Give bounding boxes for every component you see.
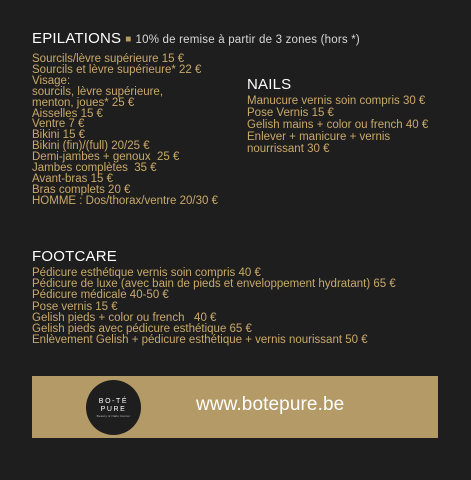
logo-text-bottom: PURE <box>100 405 127 413</box>
list-item: Gelish pieds avec pédicure esthétique 65 € <box>32 323 252 336</box>
list-item: Pédicure esthétique vernis soin compris 40 € <box>32 267 261 279</box>
list-item: Sourcils et lèvre supérieure* 22 € <box>32 63 202 76</box>
list-item: Aisselles 15 € <box>32 107 103 120</box>
list-item: Manucure vernis soin compris 30 € <box>247 95 426 107</box>
list-item: Sourcils/lèvre supérieure 15 € <box>32 53 185 65</box>
bullet-icon: ■ <box>125 34 132 45</box>
list-item: Bikini (fin)/(full) 20/25 € <box>32 140 150 153</box>
discount-note: 10% de remise à partir de 3 zones (hors *) <box>135 34 360 46</box>
list-item: menton, joues* 25 € <box>32 96 135 109</box>
list-item: Avant-bras 15 € <box>32 172 113 185</box>
epilations-header <box>32 30 360 47</box>
list-item: Pédicure de luxe (avec bain de pieds et enveloppement hydratant) 65 € <box>32 278 396 291</box>
list-item: Ventre 7 € <box>32 118 85 131</box>
website-link[interactable]: www.botepure.be <box>196 394 345 415</box>
list-item: HOMME : Dos/thorax/ventre 20/30 € <box>32 194 218 207</box>
list-item: Pose Vernis 15 € <box>247 106 334 119</box>
epilations-title: EPILATIONS <box>32 30 122 47</box>
list-item: Gelish pieds + color ou french 40 € <box>32 311 217 324</box>
list-item: Demi-jambes + genoux 25 € <box>32 151 180 164</box>
footcare-title: FOOTCARE <box>32 248 117 265</box>
nails-title: NAILS <box>247 76 292 93</box>
list-item: Pose vernis 15 € <box>32 300 118 313</box>
list-item: Pédicure médicale 40-50 € <box>32 289 169 302</box>
footcare-list <box>32 268 396 346</box>
logo-text-top: BO-TÉ <box>98 397 129 405</box>
list-item: Bikini 15 € <box>32 129 86 142</box>
nails-list <box>247 96 428 156</box>
list-item: nourrissant 30 € <box>247 142 330 155</box>
list-item: sourcils, lèvre supérieure, <box>32 85 164 98</box>
list-item: Visage: <box>32 74 71 87</box>
list-item: Enlèvement Gelish + pédicure esthétique + vernis nourissant 50 € <box>32 334 368 347</box>
list-item: Gelish mains + color ou french 40 € <box>247 118 429 131</box>
botepure-logo <box>86 380 141 435</box>
logo-tagline: Beauty & Nails Center <box>96 413 131 418</box>
list-item: Enlever + manicure + vernis <box>247 130 391 143</box>
list-item: Jambes complètes 35 € <box>32 162 157 175</box>
list-item: Bras complets 20 € <box>32 183 131 196</box>
epilations-list <box>32 54 218 207</box>
